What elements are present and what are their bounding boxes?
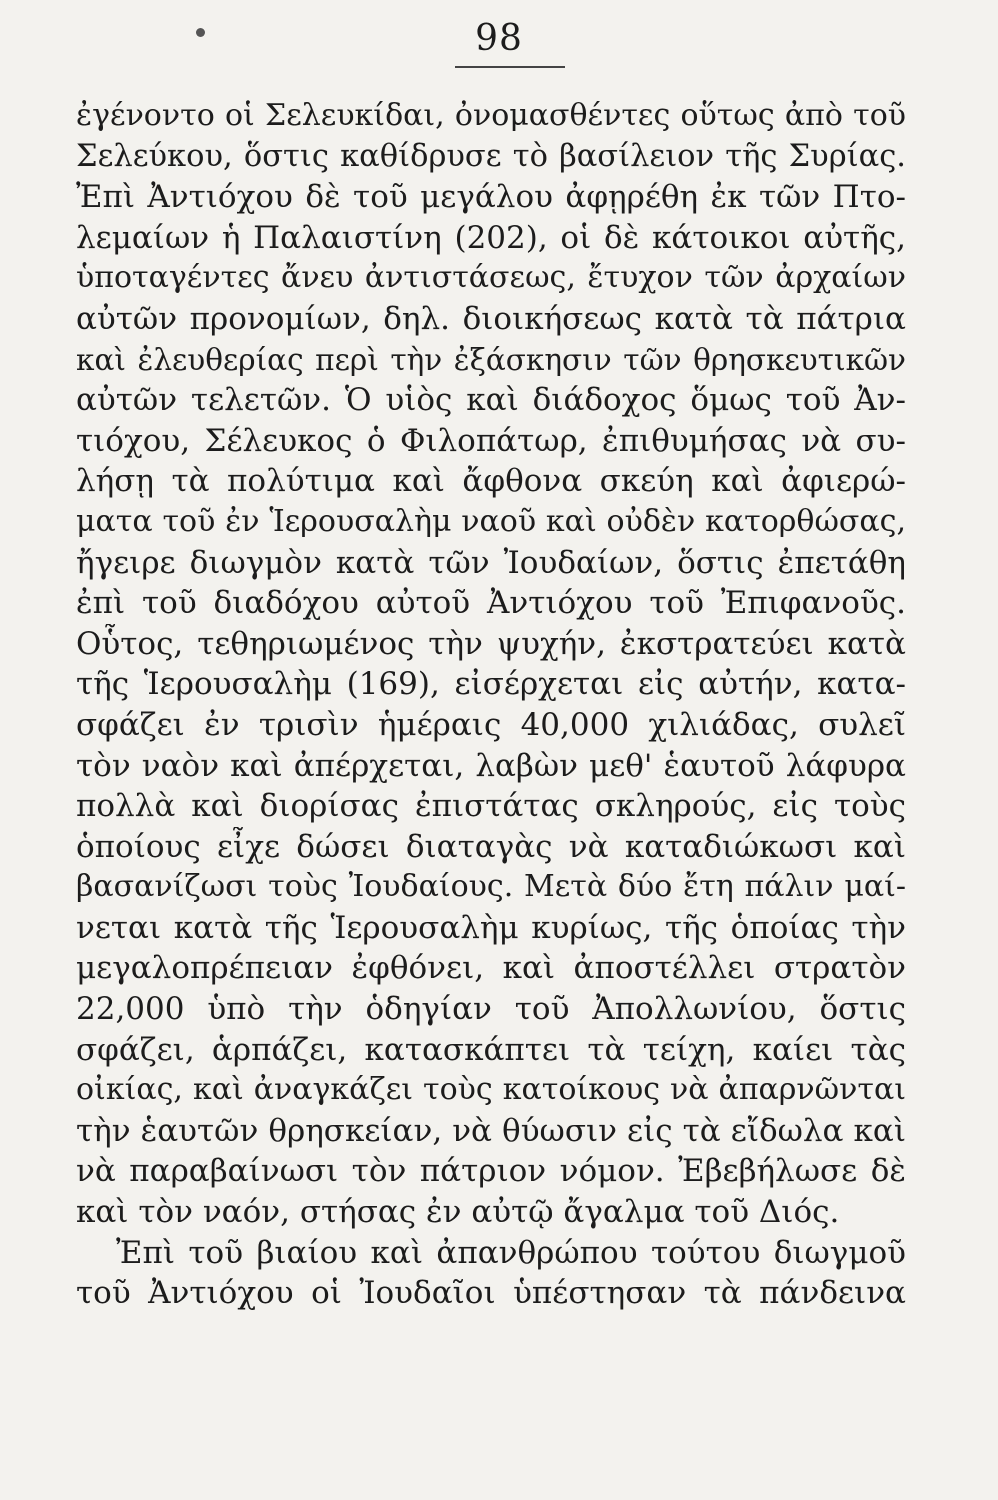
text-line: μεγαλοπρέπειαν ἐφθόνει, καὶ ἀποστέλλει στρατὸν	[76, 950, 906, 987]
text-line: αὐτῶν προνομίων, δηλ. διοικήσεως κατὰ τὰ πάτρια	[76, 300, 906, 337]
text-line: τιόχου, Σέλευκος ὁ Φιλοπάτωρ, ἐπιθυμήσας νὰ συ-	[76, 422, 906, 459]
header-rule	[455, 66, 565, 68]
text-line: λήσῃ τὰ πολύτιμα καὶ ἄφθονα σκεύη καὶ ἀφιερώ-	[76, 463, 906, 500]
text-line: τὸν ναὸν καὶ ἀπέρχεται, λαβὼν μεθ' ἑαυτοῦ λάφυρα	[76, 747, 906, 784]
text-line: Οὗτος, τεθηριωμένος τὴν ψυχήν, ἐκστρατεύει κατὰ	[76, 625, 906, 662]
text-line: σφάζει, ἁρπάζει, κατασκάπτει τὰ τείχη, καίει τὰς	[76, 1031, 906, 1068]
text-line: τῆς Ἱερουσαλὴμ (169), εἰσέρχεται εἰς αὐτήν, κατα-	[76, 666, 906, 703]
page-number: 98	[475, 18, 523, 59]
text-line: βασανίζωσι τοὺς Ἰουδαίους. Μετὰ δύο ἔτη πάλιν μαί-	[76, 869, 906, 905]
text-line: 22,000 ὑπὸ τὴν ὁδηγίαν τοῦ Ἀπολλωνίου, ὅστις	[76, 991, 906, 1028]
text-line: τὴν ἑαυτῶν θρησκείαν, νὰ θύωσιν εἰς τὰ εἴδωλα καὶ	[76, 1112, 906, 1149]
text-line: νὰ παραβαίνωσι τὸν πάτριον νόμον. Ἐβεβήλωσε δὲ	[76, 1153, 906, 1190]
text-line: σφάζει ἐν τρισὶν ἡμέραις 40,000 χιλιάδας, συλεῖ	[76, 706, 906, 743]
text-line: αὐτῶν τελετῶν. Ὁ υἱὸς καὶ διάδοχος ὅμως τοῦ Ἀν-	[76, 382, 906, 419]
text-line: ὁποίους εἶχε δώσει διαταγὰς νὰ καταδιώκωσι καὶ	[76, 828, 906, 865]
text-line: ὑποταγέντες ἄνευ ἀντιστάσεως, ἔτυχον τῶν ἀρχαίων	[76, 260, 906, 296]
text-line: Ἐπὶ τοῦ βιαίου καὶ ἀπανθρώπου τούτου διωγμοῦ	[116, 1234, 906, 1271]
text-line: ἤγειρε διωγμὸν κατὰ τῶν Ἰουδαίων, ὅστις ἐπετάθη	[76, 544, 906, 581]
text-line: καὶ ἐλευθερίας περὶ τὴν ἐξάσκησιν τῶν θρησκευτικῶν	[76, 342, 906, 377]
text-line: ἐγένοντο οἱ Σελευκίδαι, ὀνομασθέντες οὕτως ἀπὸ τοῦ	[76, 98, 906, 133]
text-line: λεμαίων ἡ Παλαιστίνη (202), οἱ δὲ κάτοικοι αὐτῆς,	[76, 219, 906, 256]
text-line: Ἐπὶ Ἀντιόχου δὲ τοῦ μεγάλου ἀφῃρέθη ἐκ τῶν Πτο-	[76, 179, 906, 216]
text-line: ματα τοῦ ἐν Ἱερουσαλὴμ ναοῦ καὶ οὐδὲν κατορθώσας,	[76, 503, 906, 539]
text-line: καὶ τὸν ναόν, στήσας ἐν αὐτῷ ἄγαλμα τοῦ Διός.	[76, 1194, 840, 1231]
text-line: τοῦ Ἀντιόχου οἱ Ἰουδαῖοι ὑπέστησαν τὰ πάνδεινα	[76, 1275, 906, 1312]
text-line: πολλὰ καὶ διορίσας ἐπιστάτας σκληρούς, εἰς τοὺς	[76, 788, 906, 825]
text-line: ἐπὶ τοῦ διαδόχου αὐτοῦ Ἀντιόχου τοῦ Ἐπιφανοῦς.	[76, 585, 906, 622]
text-line: νεται κατὰ τῆς Ἱερουσαλὴμ κυρίως, τῆς ὁποίας τὴν	[76, 909, 906, 946]
body-text	[76, 96, 906, 1314]
text-line: οἰκίας, καὶ ἀναγκάζει τοὺς κατοίκους νὰ ἀπαρνῶνται	[76, 1072, 906, 1108]
text-line: Σελεύκου, ὅστις καθίδρυσε τὸ βασίλειον τῆς Συρίας.	[76, 138, 906, 174]
